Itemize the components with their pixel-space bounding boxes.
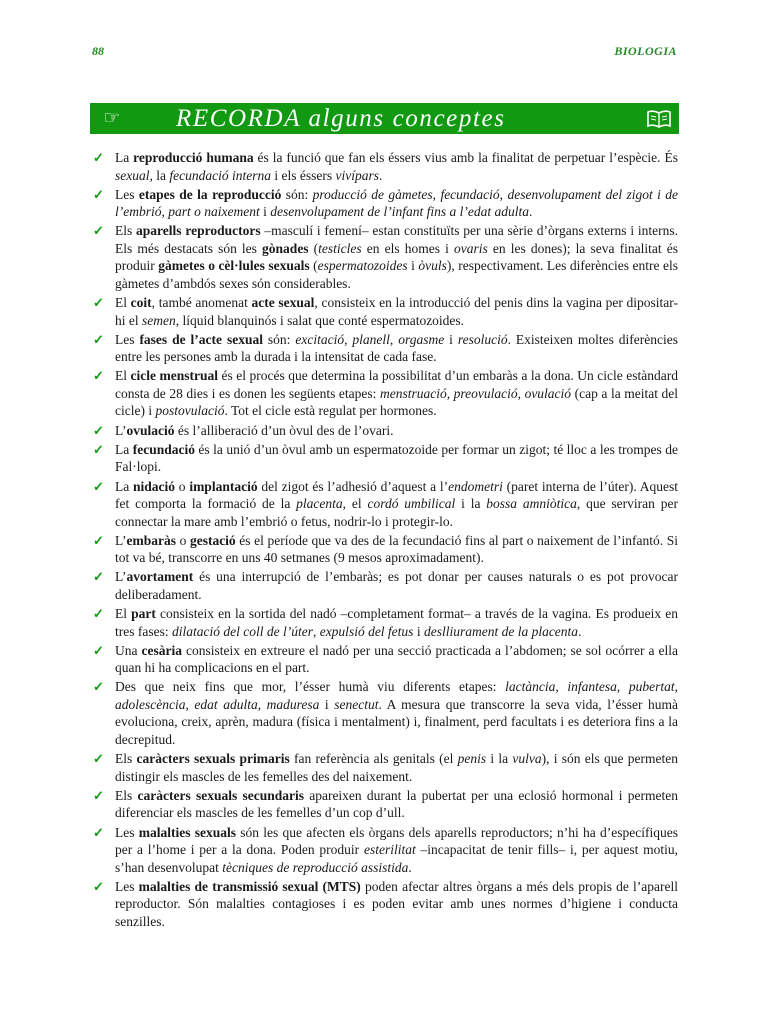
- concept-item: [92, 222, 678, 292]
- italic-term: bossa amniòtica: [486, 496, 577, 511]
- concept-item: [92, 824, 678, 877]
- bold-term: implantació: [189, 478, 258, 494]
- concept-item: [92, 642, 678, 677]
- bold-term: nidació: [133, 478, 176, 494]
- concept-item: [92, 750, 678, 785]
- italic-term: espermatozoides: [317, 258, 408, 274]
- text-run: ,: [344, 331, 353, 347]
- text-run: ,: [616, 679, 629, 695]
- check-icon: ✓: [93, 422, 104, 438]
- text-run: . A mesura que transcorre la seva vida, l’ésser humà evoluciona, creix, aprèn, madura (física i mentalment) i, finalment, perd facultats i es deteriora fins a la decrepitud.: [115, 696, 678, 747]
- check-icon: ✓: [93, 679, 104, 695]
- italic-term: orgasme: [398, 331, 445, 347]
- concept-item: [92, 367, 678, 420]
- text-run: ,: [517, 385, 525, 401]
- text-run: i: [319, 696, 335, 712]
- text-run: poden afectar altres òrgans a més dels propis de l’aparell reproductor. Són malalties contagioses i es poden evitar amb unes normes d’higiene i conducta senzilles.: [115, 878, 678, 929]
- italic-term: lactància: [505, 679, 556, 695]
- check-icon: ✓: [93, 368, 104, 384]
- text-run: (: [308, 240, 319, 256]
- bold-term: embaràs: [126, 532, 177, 548]
- concept-item: [92, 532, 678, 567]
- check-icon: ✓: [93, 150, 104, 165]
- text-run: . Existeixen moltes diferències entre les persones amb la durada i la intensitat de cada fase.: [115, 331, 678, 365]
- check-icon: ✓: [93, 787, 104, 803]
- text-run: ,: [312, 623, 320, 639]
- text-run: L’: [115, 569, 127, 585]
- text-run: és el procés que determina la possibilitat d’un embaràs a la dona. Un cicle estàndard consta de 28 dies i es donen les següents etapes:: [115, 368, 678, 401]
- text-run: consisteix en extreure el nadó per una secció practicada a l’abdomen; se sol ocórrer a ella quan hi ha complicacions en el part.: [115, 642, 678, 676]
- concept-item: [92, 331, 678, 366]
- text-run: La: [115, 150, 134, 165]
- text-run: .: [578, 623, 582, 639]
- text-run: ), respectivament. Les diferències entre els gàmetes d’ambdós sexes són considerables.: [115, 258, 678, 291]
- italic-term: vivípars: [335, 167, 379, 183]
- text-run: El: [115, 606, 132, 622]
- bold-term: etapes de la reproducció: [138, 186, 282, 202]
- italic-term: penis: [457, 751, 487, 767]
- italic-term: part o naixement: [168, 204, 260, 220]
- italic-term: resolució: [457, 331, 508, 347]
- text-run: ,: [257, 696, 267, 712]
- text-run: ,: [499, 186, 508, 202]
- text-run: El: [115, 368, 131, 384]
- italic-term: placenta: [296, 496, 343, 511]
- italic-term: pubertat: [628, 679, 675, 695]
- concept-item: [92, 678, 678, 748]
- text-run: és la unió d’un òvul amb un espermatozoide per formar un zigot; té lloc a les trompes de Fal·lopi.: [115, 441, 679, 475]
- italic-term: producció de gàmetes: [312, 186, 433, 202]
- text-run: Les: [115, 878, 139, 894]
- text-run: o: [175, 478, 190, 494]
- bold-term: gònades: [262, 240, 309, 256]
- italic-term: edat adulta: [194, 696, 258, 712]
- text-run: i: [444, 331, 458, 347]
- text-run: ,: [389, 331, 399, 347]
- text-run: i la: [486, 751, 513, 767]
- text-run: (cap a la meitat del cicle) i: [115, 385, 679, 419]
- text-run: –masculí i femení– estan constituïts per una sèrie d’òrgans externs i interns. Els més destacats són les: [115, 223, 678, 256]
- bold-term: caràcters sexuals secundaris: [137, 787, 304, 803]
- italic-term: ovaris: [453, 240, 488, 256]
- text-run: és l’alliberació d’un òvul des de l’ovari.: [174, 422, 394, 438]
- text-run: La: [115, 478, 134, 494]
- text-run: són les que afecten els òrgans dels aparells reproductors; n’hi ha d’específiques per a l’home i per a la dona. Poden produir: [115, 824, 678, 857]
- text-run: és la funció que fan els éssers vius amb la finalitat de perpetuar l’espècie. És: [253, 150, 678, 165]
- text-run: Les: [115, 331, 140, 347]
- text-run: , el: [342, 496, 368, 511]
- page-number: 88: [92, 44, 104, 58]
- text-run: i la: [455, 496, 487, 511]
- bold-term: fases de l’acte sexual: [139, 331, 263, 347]
- text-run: El: [115, 295, 131, 311]
- italic-term: tècniques de reproducció assistida: [222, 859, 409, 875]
- text-run: o: [176, 532, 190, 548]
- text-run: L’: [115, 422, 127, 438]
- bold-term: coit: [130, 295, 152, 311]
- italic-term: fecundació interna: [169, 167, 271, 183]
- italic-term: dilatació del coll de l’úter: [171, 623, 313, 639]
- italic-term: ovulació: [524, 385, 572, 401]
- text-run: Els: [115, 223, 137, 239]
- bold-term: gestació: [189, 532, 236, 548]
- check-icon: ✓: [93, 642, 104, 658]
- text-run: en les dones); la seva finalitat és produir: [115, 240, 678, 274]
- bold-term: gàmetes o cèl·lules sexuals: [158, 258, 310, 274]
- text-run: i els éssers: [270, 167, 336, 183]
- bold-term: part: [131, 606, 156, 622]
- bold-term: caràcters sexuals primaris: [136, 751, 290, 767]
- text-run: , consisteix en la introducció del penis dins la vagina per dipositar-hi el: [115, 295, 679, 328]
- concept-item: [92, 878, 678, 931]
- bold-term: acte sexual: [251, 295, 315, 311]
- text-run: ,: [555, 679, 568, 695]
- concept-item: [92, 422, 678, 440]
- check-icon: ✓: [93, 223, 104, 239]
- bold-term: ovulació: [126, 422, 175, 438]
- italic-term: testicles: [318, 240, 362, 256]
- text-run: és una interrupció de l’embaràs; es pot donar per causes naturals o es pot provocar deliberadament.: [115, 569, 678, 602]
- concept-item: [92, 186, 678, 221]
- pointing-hand-icon: ☞: [103, 108, 121, 129]
- text-run: i: [407, 258, 419, 274]
- text-run: .: [408, 859, 412, 875]
- text-run: ,: [674, 679, 678, 695]
- check-icon: ✓: [93, 606, 104, 622]
- bold-term: reproducció humana: [133, 150, 254, 165]
- text-run: consisteix en la sortida del nadó –completament format– a través de la vagina. Es produeix en tres fases:: [115, 606, 678, 639]
- italic-term: adolescència: [115, 696, 186, 712]
- open-book-icon: [643, 110, 675, 128]
- italic-term: desenvolupament de l’infant fins a l’edat adulta: [270, 204, 529, 220]
- check-icon: ✓: [93, 824, 104, 840]
- text-run: són:: [281, 186, 313, 202]
- text-run: en els homes i: [361, 240, 454, 256]
- text-run: i: [413, 623, 424, 639]
- text-run: , líquid blanquinós i salat que conté espermatozoides.: [175, 312, 465, 328]
- text-run: , que serviran per connectar la mare amb l’embrió o fetus, nodrir-lo i protegir-lo.: [115, 496, 678, 529]
- italic-term: deslliurament de la placenta: [423, 623, 579, 639]
- italic-term: desenvolupament del zigot i de l’embrió: [115, 186, 679, 220]
- text-run: ,: [161, 204, 169, 220]
- italic-term: senectut: [334, 696, 379, 712]
- check-icon: ✓: [93, 569, 104, 585]
- check-icon: ✓: [93, 441, 104, 457]
- concept-item: [92, 478, 678, 531]
- italic-term: fecundació: [440, 186, 500, 202]
- check-icon: ✓: [93, 295, 104, 311]
- bold-term: fecundació: [132, 441, 195, 457]
- italic-term: postovulació: [155, 403, 225, 419]
- text-run: .: [528, 204, 533, 220]
- italic-term: cordó umbilical: [367, 496, 456, 511]
- section-banner: [90, 103, 679, 134]
- text-run: ,: [446, 385, 454, 401]
- text-run: (paret interna de l’úter). Aquest fet comporta la formació de la: [115, 478, 678, 511]
- concept-item: [92, 605, 678, 640]
- italic-term: maduresa: [266, 696, 320, 712]
- concept-list: [92, 149, 678, 932]
- text-run: són:: [262, 331, 296, 347]
- italic-term: expulsió del fetus: [319, 623, 414, 639]
- text-run: Les: [115, 824, 139, 840]
- text-run: –incapacitat de tenir fills– i, per aquest motiu, s’han desenvolupat: [115, 842, 678, 875]
- italic-term: planell: [352, 331, 390, 347]
- bold-term: avortament: [126, 569, 194, 585]
- italic-term: preovulació: [453, 385, 518, 401]
- bold-term: aparells reproductors: [136, 223, 261, 239]
- text-run: Les: [115, 186, 139, 202]
- text-run: , també anomenat: [151, 295, 252, 311]
- check-icon: ✓: [93, 751, 104, 767]
- section-title: RECORDA alguns conceptes: [176, 104, 506, 132]
- check-icon: ✓: [93, 331, 104, 347]
- text-run: ,: [185, 696, 195, 712]
- text-run: ), i són els que permeten distingir els mascles de les femelles des del naixement.: [115, 751, 678, 784]
- text-run: fan referència als genitals (el: [289, 751, 458, 767]
- concept-item: [92, 294, 678, 329]
- concept-item: [92, 568, 678, 603]
- text-run: . Tot el cicle està regulat per hormones.: [224, 403, 437, 419]
- text-run: .: [378, 167, 383, 183]
- text-run: Els: [115, 751, 137, 767]
- text-run: apareixen durant la pubertat per una eclosió hormonal i permeten diferenciar els mascles de les femelles d’un cop d’ull.: [115, 787, 678, 821]
- check-icon: ✓: [93, 478, 104, 494]
- italic-term: òvuls: [418, 258, 447, 274]
- concept-item: [92, 787, 678, 822]
- running-head: BIOLOGIA: [614, 44, 677, 58]
- text-run: La: [115, 441, 133, 457]
- italic-term: esterilitat: [363, 842, 416, 857]
- text-run: i: [259, 204, 271, 220]
- bold-term: cesària: [141, 642, 182, 658]
- check-icon: ✓: [93, 878, 104, 894]
- concept-item: [92, 149, 678, 184]
- italic-term: menstruació: [379, 385, 447, 401]
- italic-term: sexual: [115, 167, 150, 183]
- text-run: ,: [432, 186, 441, 202]
- italic-term: endometri: [448, 478, 503, 494]
- text-run: Una: [115, 642, 142, 658]
- text-run: Els: [115, 787, 138, 803]
- italic-term: infantesa: [567, 679, 617, 695]
- text-run: (: [309, 258, 318, 274]
- bold-term: malalties sexuals: [138, 824, 236, 840]
- text-run: , la: [149, 167, 170, 183]
- check-icon: ✓: [93, 532, 104, 548]
- check-icon: ✓: [93, 186, 104, 202]
- italic-term: vulva: [512, 751, 542, 767]
- bold-term: malalties de transmissió sexual (MTS): [138, 878, 361, 894]
- bold-term: cicle menstrual: [130, 368, 218, 384]
- text-run: L’: [115, 532, 127, 548]
- text-run: del zigot és l’adhesió d’aquest a l’: [257, 478, 449, 494]
- text-run: Des que neix fins que mor, l’ésser humà viu diferents etapes:: [115, 679, 506, 695]
- concept-item: [92, 441, 678, 476]
- italic-term: semen: [142, 312, 176, 328]
- italic-term: excitació: [295, 331, 345, 347]
- text-run: és el període que va des de la fecundació fins al part o naixement de l’infantó. Si tot va bé, transcorre en uns 40 setmanes (9 mesos aproximadament).: [115, 532, 678, 566]
